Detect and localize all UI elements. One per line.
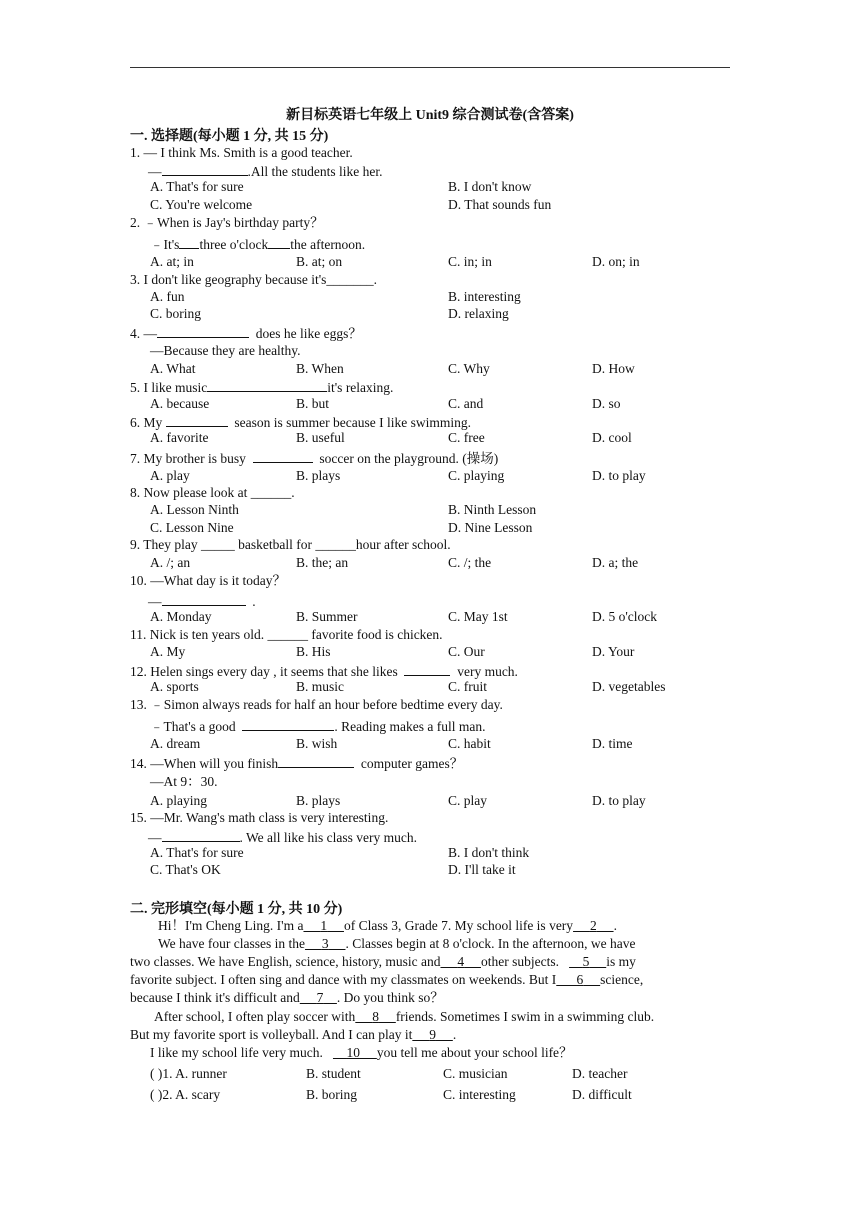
question-14-option-c: C. play [448,793,487,808]
question-15-option-b: B. I don't think [448,845,530,860]
cloze-2-option-d: D. difficult [572,1087,632,1102]
question-10-line2: — . [148,594,256,609]
question-7-option-b: B. plays [296,468,341,483]
question-8-stem: 8. Now please look at ______. [130,485,295,500]
question-14-stem: 14. —When will you finish computer games？ [130,756,464,771]
question-3-stem: 3. I don't like geography because it's_______. [130,272,378,287]
passage-line-4: favorite subject. I often sing and dance with my classmates on weekends. But I 6 science, [130,972,644,987]
question-15-stem: 15. —Mr. Wang's math class is very interesting. [130,810,389,825]
cloze-1-option-c: C. musician [443,1066,508,1081]
question-13-option-a: A. dream [150,736,201,751]
question-12-stem: 12. Helen sings every day , it seems that she likes very much. [130,664,518,679]
question-12-option-c: C. fruit [448,679,487,694]
question-9-option-b: B. the; an [296,555,349,570]
blank-5: 5 [582,954,590,969]
blank-6: 6 [576,972,584,987]
question-4-line2: —Because they are healthy. [150,343,301,358]
question-12-option-a: A. sports [150,679,199,694]
question-5-option-a: A. because [150,396,210,411]
question-15-option-d: D. I'll take it [448,862,516,877]
question-13-stem: 13. ﹣Simon always reads for half an hour before bedtime every day. [130,697,503,712]
question-10-stem: 10. —What day is it today？ [130,573,286,588]
passage-line-6: After school, I often play soccer with 8 friends. Sometimes I swim in a swimming club. [154,1009,655,1024]
question-10-option-a: A. Monday [150,609,212,624]
question-3-option-b: B. interesting [448,289,521,304]
question-8-option-b: B. Ninth Lesson [448,502,537,517]
question-12-option-b: B. music [296,679,345,694]
question-6-option-d: D. cool [592,430,632,445]
question-1-line2: — .All the students like her. [148,164,383,179]
question-1-option-d: D. That sounds fun [448,197,552,212]
page-title: 新目标英语七年级上 Unit9 综合测试卷(含答案) [286,108,574,123]
section-heading-choice: 一. 选择题(每小题 1 分, 共 15 分) [130,129,329,144]
question-13-option-b: B. wish [296,736,338,751]
cloze-2-option-a: ( )2. A. scary [150,1087,221,1102]
question-2-stem: 2. ﹣When is Jay's birthday party？ [130,215,324,230]
question-1-option-a: A. That's for sure [150,179,244,194]
passage-line-5: because I think it's difficult and 7 . Do you think so？ [130,990,444,1005]
section-heading-cloze: 二. 完形填空(每小题 1 分, 共 10 分) [130,902,343,917]
question-9-option-a: A. /; an [150,555,191,570]
passage-line-7: But my favorite sport is volleyball. And I can play it 9 . [130,1027,457,1042]
blank-3: 3 [321,936,329,951]
question-5-option-b: B. but [296,396,330,411]
question-6-option-a: A. favorite [150,430,209,445]
question-4-option-a: A. What [150,361,196,376]
blank-1: 1 [320,918,328,933]
question-10-option-b: B. Summer [296,609,358,624]
question-11-stem: 11. Nick is ten years old. ______ favorite food is chicken. [130,627,443,642]
question-1-stem: 1. — I think Ms. Smith is a good teacher. [130,145,353,160]
question-13-option-d: D. time [592,736,633,751]
question-2-line2: ﹣It's three o'clock the afternoon. [150,237,366,252]
blank-2: 2 [589,918,597,933]
question-3-option-a: A. fun [150,289,185,304]
passage-line-3: two classes. We have English, science, history, music and 4 other subjects. 5 is my [130,954,636,969]
question-14-option-d: D. to play [592,793,646,808]
blank-4: 4 [457,954,465,969]
question-9-option-d: D. a; the [592,555,639,570]
blank-10: 10 [346,1045,360,1060]
question-5-stem: 5. I like music it's relaxing. [130,380,394,395]
question-4-stem: 4. — does he like eggs？ [130,326,362,341]
question-5-option-d: D. so [592,396,621,411]
question-8-option-c: C. Lesson Nine [150,520,234,535]
question-10-option-c: C. May 1st [448,609,508,624]
question-14-option-a: A. playing [150,793,207,808]
question-3-option-d: D. relaxing [448,306,509,321]
question-11-option-c: C. Our [448,644,485,659]
question-15-option-c: C. That's OK [150,862,221,877]
question-9-stem: 9. They play _____ basketball for ______hour after school. [130,537,451,552]
question-11-option-a: A. My [150,644,186,659]
passage-line-1: Hi！I'm Cheng Ling. I'm a 1 of Class 3, Grade 7. My school life is very 2 . [158,918,617,933]
cloze-2-option-b: B. boring [306,1087,358,1102]
cloze-1-option-a: ( )1. A. runner [150,1066,227,1081]
blank-7: 7 [316,990,324,1005]
question-6-option-c: C. free [448,430,485,445]
cloze-2-option-c: C. interesting [443,1087,516,1102]
question-6-stem: 6. My season is summer because I like swimming. [130,415,471,430]
question-9-option-c: C. /; the [448,555,492,570]
question-13-line2: ﹣That's a good . Reading makes a full man. [150,719,486,734]
cloze-1-option-d: D. teacher [572,1066,628,1081]
question-8-option-d: D. Nine Lesson [448,520,533,535]
blank-9: 9 [429,1027,436,1042]
question-4-option-c: C. Why [448,361,490,376]
question-2-option-d: D. on; in [592,254,640,269]
question-7-option-c: C. playing [448,468,505,483]
question-3-option-c: C. boring [150,306,202,321]
question-15-option-a: A. That's for sure [150,845,244,860]
question-4-option-b: B. When [296,361,344,376]
question-4-option-d: D. How [592,361,635,376]
question-1-option-b: B. I don't know [448,179,532,194]
question-1-option-c: C. You're welcome [150,197,253,212]
question-12-option-d: D. vegetables [592,679,666,694]
passage-line-2: We have four classes in the 3 . Classes begin at 8 o'clock. In the afternoon, we have [158,936,636,951]
blank-8: 8 [372,1009,379,1024]
question-2-option-c: C. in; in [448,254,492,269]
question-5-option-c: C. and [448,396,484,411]
question-11-option-b: B. His [296,644,331,659]
question-6-option-b: B. useful [296,430,345,445]
question-10-option-d: D. 5 o'clock [592,609,658,624]
question-15-line2: — . We all like his class very much. [148,830,417,845]
question-8-option-a: A. Lesson Ninth [150,502,239,517]
cloze-1-option-b: B. student [306,1066,361,1081]
question-7-option-d: D. to play [592,468,646,483]
question-13-option-c: C. habit [448,736,491,751]
question-14-line2: —At 9：30. [150,774,218,789]
question-2-option-b: B. at; on [296,254,343,269]
question-2-option-a: A. at; in [150,254,194,269]
passage-line-8: I like my school life very much. 10 you tell me about your school life？ [150,1045,573,1060]
question-7-option-a: A. play [150,468,190,483]
header-rule [130,67,730,68]
question-7-stem: 7. My brother is busy soccer on the playground. (操场) [130,451,499,466]
question-11-option-d: D. Your [592,644,635,659]
question-14-option-b: B. plays [296,793,341,808]
